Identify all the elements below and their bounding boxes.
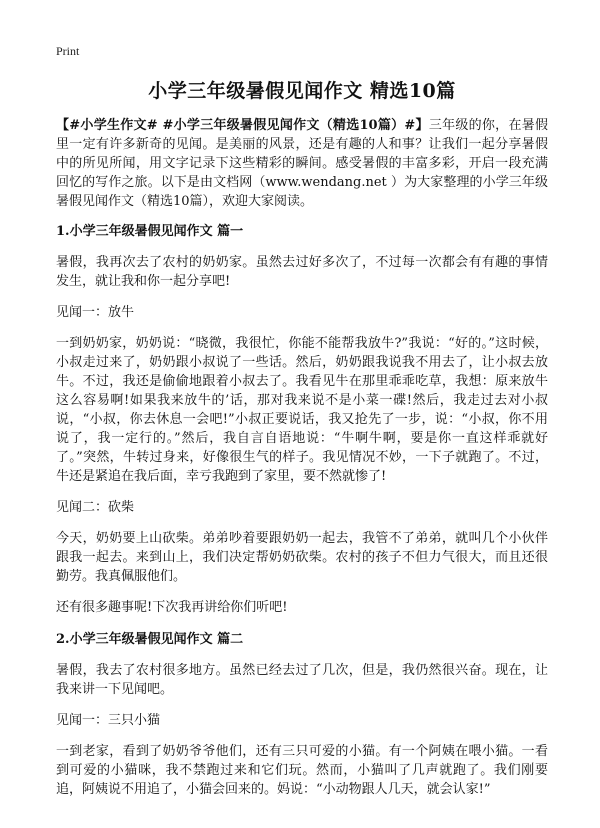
section-1-paragraph-1: 暑假，我再次去了农村的奶奶家。虽然去过好多次了，不过每一次都会有有趣的事情发生，就让我和你一起分享吧! bbox=[56, 255, 548, 289]
section-2-paragraph-2: 一到老家，看到了奶奶爷爷他们，还有三只可爱的小猫。有一个阿姨在喂小猫。一看到可爱的小猫咪，我不禁跑过来和它们玩。然而，小猫叫了几声就跑了。我们刚要追，阿姨说不用追了，小猫会回来的。妈说：“小动物跟人几天，就会认家!” bbox=[56, 744, 548, 797]
intro-text: 三年级的你，在暑假里一定有许多新奇的见闻。是美丽的风景，还是有趣的人和事？让我们一起分享暑假中的所见所闻，用文字记录下这些精彩的瞬间。感受暑假的丰富多彩，开启一段充满回忆的写作之旅。以下是由文档网（www.wendang.net ）为大家整理的小学三年级暑假见闻作文（精选10篇），欢迎大家阅读。 bbox=[56, 118, 548, 209]
section-1-paragraph-3: 今天，奶奶要上山砍柴。弟弟吵着要跟奶奶一起去，我管不了弟弟，就叫几个小伙伴跟我一起去。来到山上，我们决定帮奶奶砍柴。农村的孩子不但力气很大，而且还很勤劳。我真佩服他们。 bbox=[56, 531, 548, 584]
section-1-subheading-1: 见闻一：放牛 bbox=[56, 305, 135, 320]
section-1-paragraph-2: 一到奶奶家，奶奶说：“晓微，我很忙，你能不能帮我放牛?”我说：“好的。”这时候，小叔走过来了，奶奶跟小叔说了一些话。然后，奶奶跟我说我不用去了，让小叔去放牛。不过，我还是偷偷地跟着小叔去了。我看见牛在那里乖乖吃草，我想：原来放牛这么容易啊!如果我来放牛的’话，那对我来说不是小菜一碟!然后，我走过去对小叔说，“小叔，你去休息一会吧!”小叔正要说话，我又抢先了一步，说：“小叔，你不用说了，我一定行的。”然后，我自言自语地说：“牛啊牛啊，要是你一直这样乖就好了。”突然，牛转过身来，好像很生气的样子。我见情况不妙，一下子就跑了。不过，牛还是紧追在我后面，幸亏我跑到了家里，要不然就惨了! bbox=[56, 336, 548, 484]
section-heading-1: 1.小学三年级暑假见闻作文 篇一 bbox=[56, 224, 244, 239]
print-label[interactable]: Print bbox=[56, 44, 80, 58]
section-2-paragraph-1: 暑假，我去了农村很多地方。虽然已经去过了几次，但是，我仍然很兴奋。现在，让我来讲一下见闻吧。 bbox=[56, 663, 548, 697]
document-title: 小学三年级暑假见闻作文 精选10篇 bbox=[148, 80, 456, 102]
intro-paragraph bbox=[56, 116, 548, 211]
intro-tag: 【#小学生作文# #小学三年级暑假见闻作文（精选10篇）#】 bbox=[56, 118, 429, 133]
section-1-subheading-2: 见闻二：砍柴 bbox=[56, 500, 135, 515]
section-1-paragraph-4: 还有很多趣事呢!下次我再讲给你们听吧! bbox=[56, 600, 288, 615]
section-heading-2: 2.小学三年级暑假见闻作文 篇二 bbox=[56, 632, 244, 647]
section-2-subheading-1: 见闻一：三只小猫 bbox=[56, 713, 161, 728]
